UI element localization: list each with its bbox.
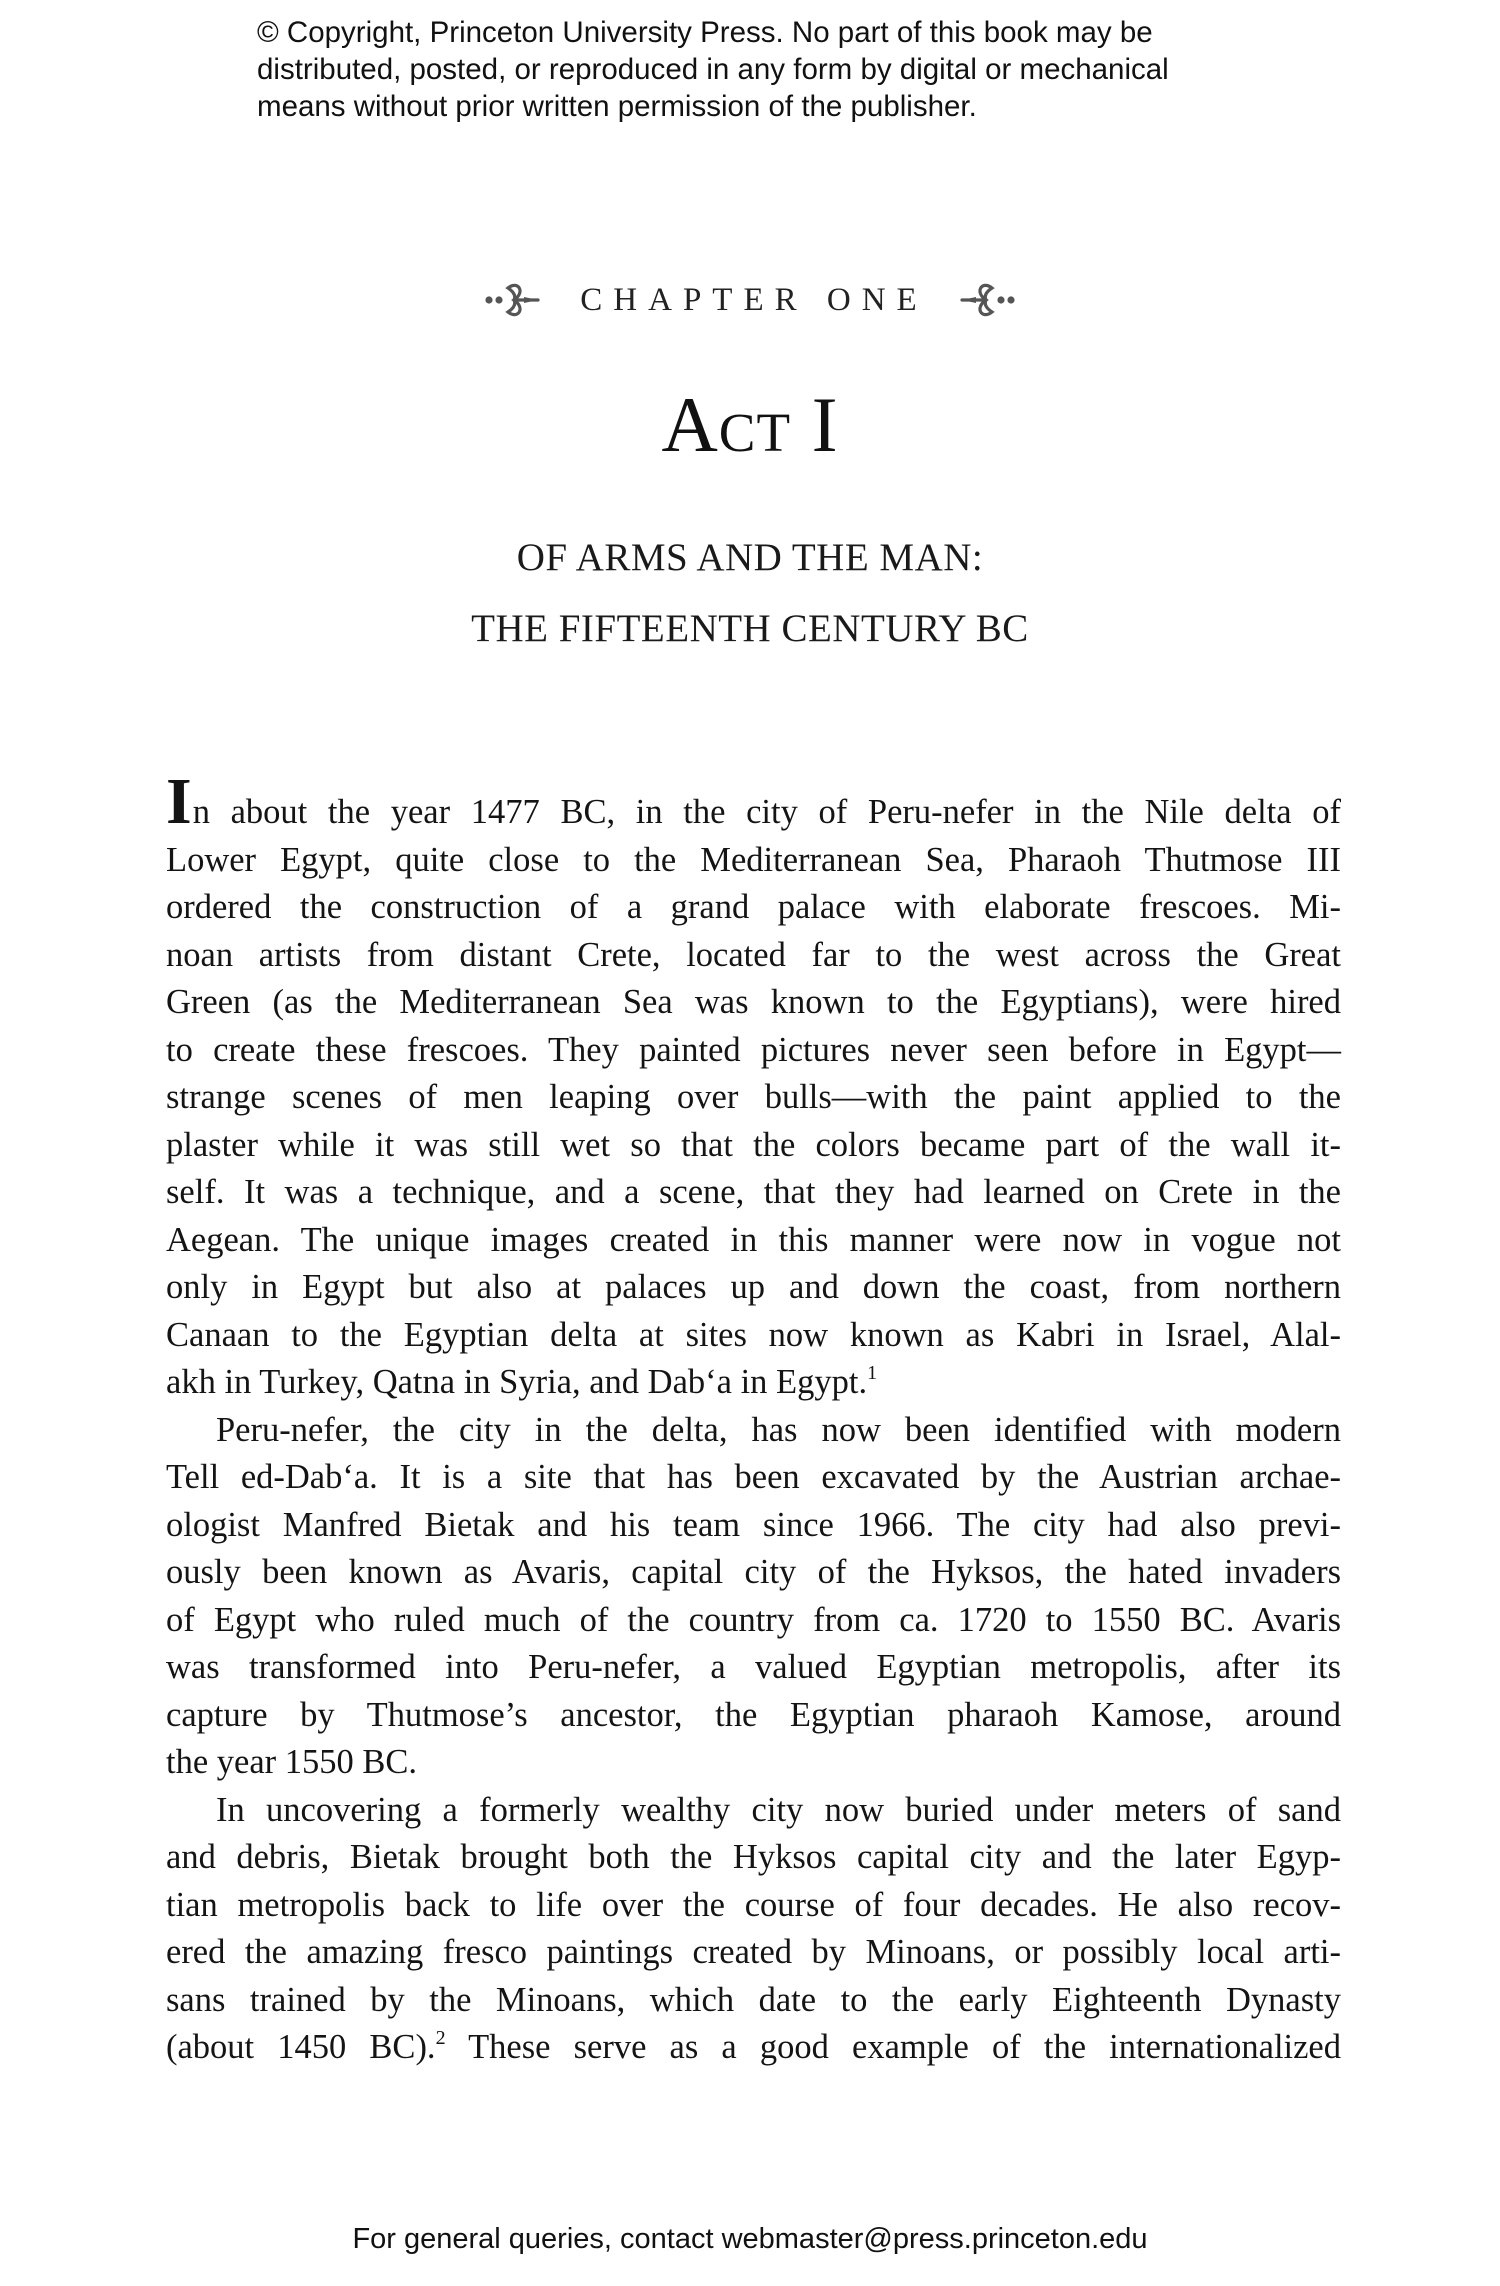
text-line: the year 1550 BC. [166, 1743, 418, 1781]
text-line: capture by Thutmose’s ancestor, the Egyptian pharaoh Kamose, around [166, 1695, 1341, 1734]
text-line: Aegean. The unique images created in this manner were now in vogue not [166, 1220, 1341, 1259]
drop-cap: I [166, 765, 192, 838]
chapter-heading [0, 278, 1500, 322]
footer-contact: For general queries, contact webmaster@press.princeton.edu [352, 2223, 1148, 2255]
text-line: Lower Egypt, quite close to the Mediterranean Sea, Pharaoh Thutmose III [166, 840, 1341, 879]
text-line: ered the amazing fresco paintings created by Minoans, or possibly local arti- [166, 1933, 1341, 1971]
copyright-notice [257, 14, 1257, 125]
text-line: n about the year 1477 BC, in the city of Peru-nefer in the Nile delta of [192, 793, 1341, 831]
text-line: Tell ed-Dab‘a. It is a site that has been excavated by the Austrian archae- [166, 1458, 1341, 1496]
copyright-line: means without prior written permission of the publisher. [257, 90, 977, 123]
text-line: ously been known as Avaris, capital city of the Hyksos, the hated invaders [166, 1553, 1341, 1591]
text-line: was transformed into Peru-nefer, a valued Egyptian metropolis, after its [166, 1648, 1341, 1686]
text-line: (about 1450 BC). [166, 2028, 436, 2066]
text-line: Peru-nefer, the city in the delta, has now been identified with modern [216, 1410, 1341, 1449]
text-line: ordered the construction of a grand palace with elaborate frescoes. Mi- [166, 888, 1341, 926]
text-line: sans trained by the Minoans, which date to the early Eighteenth Dynasty [166, 1980, 1341, 2019]
chapter-title: Act I [661, 381, 839, 468]
text-line: and debris, Bietak brought both the Hyksos capital city and the later Egyp- [166, 1838, 1341, 1876]
text-line: only in Egypt but also at palaces up and down the coast, from northern [166, 1268, 1341, 1306]
chapter-label: CHAPTER ONE [580, 282, 928, 318]
paragraph [166, 765, 1341, 1407]
footnote-marker[interactable]: 2 [435, 2027, 446, 2049]
text-line: plaster while it was still wet so that the colors became part of the wall it- [166, 1125, 1341, 1164]
text-line: to create these frescoes. They painted pictures never seen before in Egypt— [166, 1030, 1341, 1069]
text-line: ologist Manfred Bietak and his team since 1966. The city had also previ- [166, 1505, 1341, 1544]
text-line: Canaan to the Egyptian delta at sites now known as Kabri in Israel, Alal- [166, 1315, 1341, 1354]
fleuron-left-icon [484, 282, 540, 318]
text-line: These serve as a good example of the internationalized [445, 2028, 1341, 2066]
text-line: In uncovering a formerly wealthy city now buried under meters of sand [216, 1790, 1341, 1829]
text-line: self. It was a technique, and a scene, that they had learned on Crete in the [166, 1173, 1341, 1211]
copyright-line: distributed, posted, or reproduced in any form by digital or mechanical [257, 53, 1169, 86]
paragraph [166, 1407, 1341, 1787]
chapter-subtitle-line-2: THE FIFTEENTH CENTURY BC [471, 607, 1029, 650]
chapter-subtitle-line-1: OF ARMS AND THE MAN: [516, 536, 984, 579]
text-line: Green (as the Mediterranean Sea was known to the Egyptians), were hired [166, 983, 1341, 1021]
fleuron-right-icon [960, 282, 1016, 318]
footnote-marker[interactable]: 1 [867, 1362, 878, 1384]
text-line: tian metropolis back to life over the course of four decades. He also recov- [166, 1885, 1341, 1924]
copyright-line: © Copyright, Princeton University Press. No part of this book may be [257, 16, 1153, 49]
text-line: of Egypt who ruled much of the country from ca. 1720 to 1550 BC. Avaris [166, 1600, 1341, 1639]
body-text [166, 765, 1341, 2072]
paragraph [166, 1787, 1341, 2072]
text-line: strange scenes of men leaping over bulls—with the paint applied to the [166, 1078, 1341, 1116]
text-line: noan artists from distant Crete, located far to the west across the Great [166, 935, 1341, 974]
text-line: akh in Turkey, Qatna in Syria, and Dab‘a in Egypt. [166, 1363, 868, 1401]
